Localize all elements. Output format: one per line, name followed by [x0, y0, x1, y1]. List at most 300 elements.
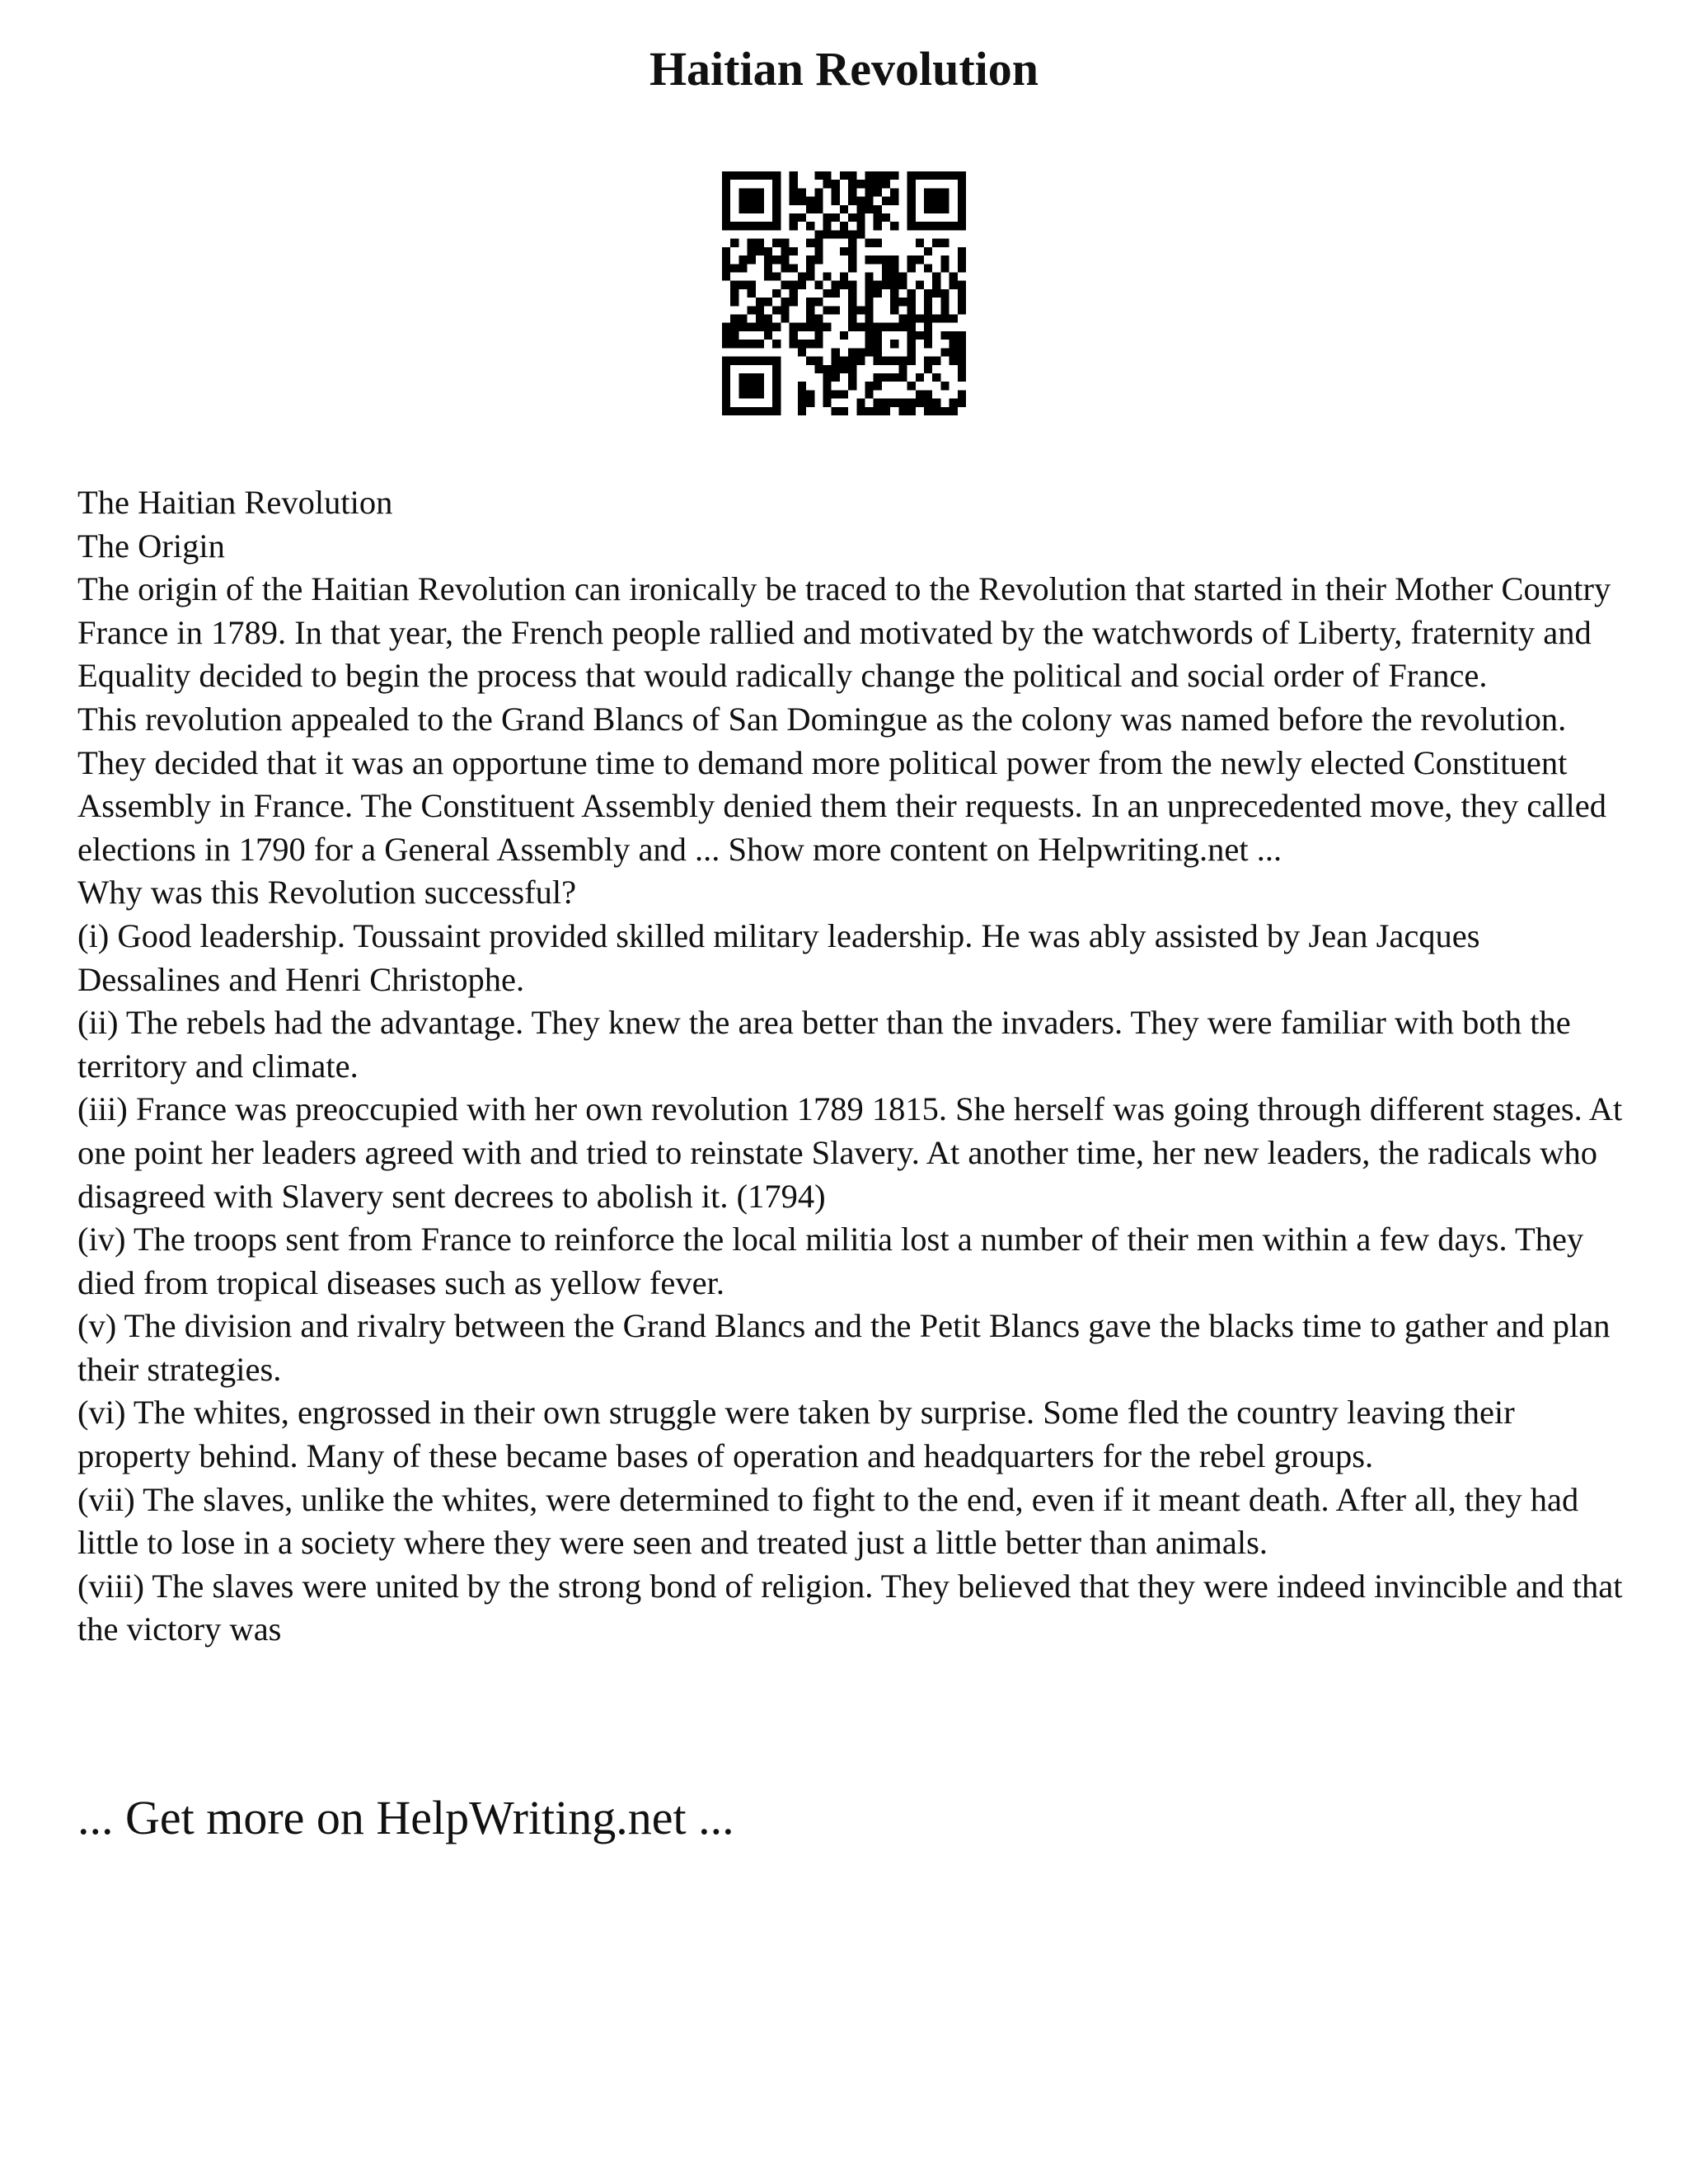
qr-module	[756, 390, 764, 398]
qr-module	[890, 298, 898, 306]
qr-module	[958, 390, 966, 398]
qr-module	[790, 222, 798, 230]
qr-module	[865, 348, 874, 356]
qr-module	[756, 373, 764, 382]
qr-module	[772, 399, 781, 407]
qr-module	[781, 247, 789, 255]
qr-module	[856, 197, 865, 205]
qr-module	[907, 213, 916, 222]
qr-module	[916, 222, 924, 230]
qr-module	[924, 340, 932, 348]
qr-module	[798, 407, 806, 415]
qr-module	[840, 247, 848, 255]
qr-module	[722, 197, 730, 205]
qr-module	[940, 239, 949, 247]
qr-module	[907, 171, 916, 180]
qr-module	[790, 247, 798, 255]
qr-module	[932, 171, 940, 180]
qr-module	[722, 357, 730, 365]
qr-module	[907, 180, 916, 188]
qr-module	[772, 180, 781, 188]
qr-module	[790, 264, 798, 272]
qr-module	[823, 222, 831, 230]
qr-module	[738, 264, 747, 272]
qr-module	[748, 340, 756, 348]
qr-module	[865, 298, 874, 306]
qr-module	[940, 331, 949, 340]
qr-module	[772, 222, 781, 230]
qr-module	[882, 197, 890, 205]
qr-module	[772, 357, 781, 365]
qr-module	[882, 264, 890, 272]
qr-module	[865, 205, 874, 213]
qr-module	[748, 289, 756, 298]
qr-module	[856, 306, 865, 314]
qr-module	[898, 399, 907, 407]
qr-module	[898, 281, 907, 289]
qr-module	[840, 171, 848, 180]
qr-module	[890, 222, 898, 230]
qr-module	[764, 171, 772, 180]
qr-module	[764, 255, 772, 264]
qr-module	[907, 382, 916, 390]
qr-module	[748, 188, 756, 196]
qr-module	[940, 382, 949, 390]
qr-module	[874, 205, 882, 213]
qr-module	[932, 272, 940, 280]
qr-module	[916, 255, 924, 264]
qr-code-icon[interactable]	[722, 171, 966, 415]
qr-module	[932, 357, 940, 365]
qr-module	[730, 222, 738, 230]
qr-module	[738, 357, 747, 365]
qr-module	[940, 222, 949, 230]
qr-module	[806, 399, 814, 407]
qr-module	[907, 340, 916, 348]
qr-module	[890, 373, 898, 382]
qr-module	[756, 188, 764, 196]
qr-module	[958, 205, 966, 213]
qr-module	[848, 180, 856, 188]
qr-module	[874, 407, 882, 415]
qr-module	[865, 281, 874, 289]
qr-module	[865, 255, 874, 264]
qr-module	[898, 407, 907, 415]
qr-module	[722, 390, 730, 398]
qr-module	[798, 382, 806, 390]
qr-module	[874, 180, 882, 188]
qr-module	[874, 348, 882, 356]
qr-module	[748, 205, 756, 213]
qr-module	[772, 390, 781, 398]
qr-module	[924, 197, 932, 205]
qr-module	[907, 255, 916, 264]
qr-module	[907, 306, 916, 314]
qr-module	[856, 213, 865, 222]
qr-module	[856, 222, 865, 230]
qr-module	[832, 306, 840, 314]
qr-module	[781, 239, 789, 247]
qr-module	[806, 197, 814, 205]
qr-module	[722, 247, 730, 255]
qr-module	[756, 315, 764, 323]
qr-module	[950, 399, 958, 407]
qr-module	[764, 264, 772, 272]
paragraph: The origin of the Haitian Revolution can ironically be traced to the Revolution that started in their Mother Country France in 1789. In that year, the French people rallied and motivated by the watchwords of Liberty, fraternity and Equality decided to begin the process that would radically change the political and social order of France.	[77, 570, 1611, 695]
qr-module	[932, 222, 940, 230]
qr-module	[882, 373, 890, 382]
qr-module	[722, 180, 730, 188]
qr-module	[823, 272, 831, 280]
qr-module	[958, 180, 966, 188]
qr-module	[748, 222, 756, 230]
qr-module	[840, 365, 848, 373]
qr-module	[730, 289, 738, 298]
qr-module	[738, 222, 747, 230]
qr-module	[798, 390, 806, 398]
qr-module	[958, 306, 966, 314]
qr-module	[814, 331, 823, 340]
qr-module	[882, 399, 890, 407]
qr-module	[916, 315, 924, 323]
qr-module	[865, 340, 874, 348]
qr-module	[806, 390, 814, 398]
qr-module	[890, 357, 898, 365]
qr-module	[730, 407, 738, 415]
section-heading-success: Why was this Revolution successful?	[77, 874, 577, 912]
qr-module	[890, 171, 898, 180]
qr-module	[932, 239, 940, 247]
qr-module	[772, 340, 781, 348]
qr-module	[907, 188, 916, 196]
qr-module	[840, 230, 848, 238]
qr-module	[764, 407, 772, 415]
qr-module	[772, 365, 781, 373]
get-more-link[interactable]: ... Get more on HelpWriting.net ...	[77, 1791, 734, 1844]
qr-module	[840, 272, 848, 280]
qr-module	[856, 180, 865, 188]
qr-module	[748, 323, 756, 331]
qr-module	[772, 323, 781, 331]
qr-module	[806, 357, 814, 365]
qr-module	[748, 306, 756, 314]
qr-module	[738, 197, 747, 205]
qr-module	[848, 289, 856, 298]
qr-module	[730, 281, 738, 289]
qr-module	[856, 407, 865, 415]
qr-module	[798, 272, 806, 280]
qr-module	[814, 281, 823, 289]
qr-module	[832, 213, 840, 222]
qr-module	[814, 239, 823, 247]
qr-module	[772, 205, 781, 213]
qr-module	[874, 373, 882, 382]
qr-module	[950, 331, 958, 340]
qr-module	[907, 264, 916, 272]
qr-module	[823, 399, 831, 407]
qr-module	[730, 315, 738, 323]
qr-module	[823, 382, 831, 390]
qr-module	[890, 289, 898, 298]
qr-module	[848, 188, 856, 196]
qr-module	[950, 407, 958, 415]
qr-module	[916, 331, 924, 340]
qr-module	[865, 315, 874, 323]
qr-module	[958, 281, 966, 289]
qr-module	[823, 323, 831, 331]
qr-module	[940, 315, 949, 323]
list-item: (i) Good leadership. Toussaint provided skilled military leadership. He was ably assisted by Jean Jacques Dessalines and Henri Christophe.	[77, 916, 1480, 998]
qr-module	[924, 188, 932, 196]
qr-module	[730, 264, 738, 272]
qr-module	[940, 407, 949, 415]
qr-module	[738, 315, 747, 323]
qr-module	[840, 331, 848, 340]
qr-module	[722, 331, 730, 340]
qr-module	[722, 382, 730, 390]
qr-module	[798, 348, 806, 356]
qr-module	[916, 399, 924, 407]
qr-module	[772, 255, 781, 264]
qr-module	[806, 272, 814, 280]
qr-module	[874, 281, 882, 289]
qr-module	[924, 390, 932, 398]
qr-module	[958, 188, 966, 196]
qr-module	[865, 323, 874, 331]
qr-module	[756, 222, 764, 230]
qr-module	[924, 323, 932, 331]
qr-module	[748, 247, 756, 255]
qr-module	[722, 272, 730, 280]
qr-module	[958, 289, 966, 298]
qr-module	[932, 289, 940, 298]
qr-module	[781, 306, 789, 314]
qr-module	[790, 213, 798, 222]
qr-module	[756, 340, 764, 348]
qr-module	[790, 281, 798, 289]
qr-module	[958, 365, 966, 373]
qr-module	[722, 255, 730, 264]
qr-module	[814, 323, 823, 331]
qr-module	[832, 289, 840, 298]
qr-module	[865, 272, 874, 280]
qr-module	[823, 306, 831, 314]
qr-module	[940, 348, 949, 356]
qr-module	[814, 340, 823, 348]
qr-module	[756, 205, 764, 213]
qr-module	[772, 272, 781, 280]
qr-module	[798, 197, 806, 205]
qr-module	[781, 315, 789, 323]
qr-module	[907, 222, 916, 230]
list-item: (vii) The slaves, unlike the whites, were determined to fight to the end, even if it meant death. After all, they had little to lose in a society where they were seen and treated just a little better than animals.	[77, 1480, 1579, 1562]
qr-module	[950, 281, 958, 289]
qr-module	[856, 348, 865, 356]
qr-module	[814, 171, 823, 180]
qr-module	[848, 348, 856, 356]
qr-module	[748, 281, 756, 289]
qr-module	[756, 357, 764, 365]
qr-module	[806, 264, 814, 272]
qr-module	[790, 197, 798, 205]
qr-module	[916, 239, 924, 247]
qr-module	[865, 171, 874, 180]
qr-module	[958, 213, 966, 222]
qr-module	[958, 171, 966, 180]
qr-module	[748, 239, 756, 247]
qr-module	[798, 281, 806, 289]
qr-module	[748, 255, 756, 264]
qr-module	[772, 373, 781, 382]
qr-module	[882, 407, 890, 415]
qr-module	[790, 289, 798, 298]
qr-module	[832, 281, 840, 289]
qr-module	[748, 390, 756, 398]
qr-module	[874, 331, 882, 340]
qr-module	[856, 357, 865, 365]
qr-module	[756, 323, 764, 331]
qr-module	[772, 213, 781, 222]
qr-module	[932, 373, 940, 382]
qr-module	[848, 264, 856, 272]
qr-module	[748, 407, 756, 415]
qr-module	[856, 205, 865, 213]
qr-module	[890, 197, 898, 205]
qr-module	[790, 298, 798, 306]
qr-module	[848, 323, 856, 331]
qr-module	[950, 340, 958, 348]
qr-module	[748, 197, 756, 205]
qr-module	[730, 171, 738, 180]
qr-module	[764, 298, 772, 306]
qr-module	[756, 382, 764, 390]
qr-module	[748, 357, 756, 365]
qr-module	[832, 357, 840, 365]
qr-module	[832, 373, 840, 382]
qr-module	[722, 365, 730, 373]
qr-module	[907, 205, 916, 213]
qr-module	[950, 315, 958, 323]
qr-module	[781, 298, 789, 306]
qr-module	[950, 348, 958, 356]
qr-module	[738, 323, 747, 331]
qr-module	[865, 188, 874, 196]
qr-module	[823, 390, 831, 398]
qr-module	[814, 365, 823, 373]
qr-module	[874, 382, 882, 390]
qr-module	[806, 298, 814, 306]
qr-module	[756, 171, 764, 180]
qr-module	[940, 188, 949, 196]
qr-module	[848, 306, 856, 314]
qr-module	[882, 255, 890, 264]
qr-module	[890, 255, 898, 264]
qr-module	[940, 289, 949, 298]
qr-module	[958, 222, 966, 230]
qr-module	[814, 315, 823, 323]
qr-module	[848, 230, 856, 238]
list-item: (ii) The rebels had the advantage. They knew the area better than the invaders. They were familiar with both the territory and climate.	[77, 1004, 1571, 1085]
qr-module	[798, 340, 806, 348]
list-item: (vi) The whites, engrossed in their own struggle were taken by surprise. Some fled the country leaving their property behind. Many of these became bases of operation and headquarters for the rebel groups.	[77, 1394, 1515, 1475]
qr-module	[848, 197, 856, 205]
qr-module	[798, 213, 806, 222]
qr-module	[722, 222, 730, 230]
qr-module	[916, 171, 924, 180]
qr-module	[806, 222, 814, 230]
qr-module	[764, 315, 772, 323]
list-item: (v) The division and rivalry between the Grand Blancs and the Petit Blancs gave the blacks time to gather and plan their strategies.	[77, 1307, 1611, 1388]
qr-module	[738, 281, 747, 289]
qr-module	[940, 255, 949, 264]
qr-module	[748, 382, 756, 390]
qr-module	[924, 171, 932, 180]
qr-module	[907, 399, 916, 407]
qr-module	[722, 340, 730, 348]
qr-module	[958, 331, 966, 340]
qr-module	[738, 255, 747, 264]
qr-module	[848, 373, 856, 382]
qr-module	[772, 382, 781, 390]
qr-module	[865, 289, 874, 298]
qr-module	[764, 222, 772, 230]
qr-module	[790, 171, 798, 180]
qr-module	[814, 197, 823, 205]
qr-module	[874, 357, 882, 365]
qr-module	[932, 188, 940, 196]
qr-module	[814, 298, 823, 306]
qr-module	[772, 407, 781, 415]
qr-module	[848, 357, 856, 365]
qr-module	[950, 222, 958, 230]
qr-module	[823, 373, 831, 382]
qr-module	[722, 171, 730, 180]
qr-module	[924, 399, 932, 407]
qr-module	[772, 171, 781, 180]
qr-module	[722, 323, 730, 331]
qr-module	[865, 197, 874, 205]
qr-module	[874, 213, 882, 222]
qr-module	[764, 247, 772, 255]
qr-module	[806, 239, 814, 247]
qr-module	[738, 188, 747, 196]
qr-module	[840, 281, 848, 289]
qr-module	[874, 399, 882, 407]
qr-module	[940, 298, 949, 306]
qr-module	[898, 323, 907, 331]
qr-module	[907, 315, 916, 323]
qr-module	[738, 390, 747, 398]
qr-module	[738, 171, 747, 180]
qr-module	[932, 407, 940, 415]
qr-module	[848, 315, 856, 323]
qr-module	[798, 399, 806, 407]
qr-module	[865, 390, 874, 398]
qr-module	[874, 188, 882, 196]
qr-module	[898, 315, 907, 323]
page-title: Haitian Revolution	[649, 42, 1039, 96]
qr-module	[730, 331, 738, 340]
qr-module	[907, 289, 916, 298]
qr-module	[856, 399, 865, 407]
qr-module	[882, 213, 890, 222]
qr-module	[722, 407, 730, 415]
qr-module	[730, 323, 738, 331]
qr-module	[907, 357, 916, 365]
list-item: (viii) The slaves were united by the strong bond of religion. They believed that they were indeed invincible and that the victory was	[77, 1567, 1623, 1648]
qr-module	[924, 247, 932, 255]
qr-module	[940, 205, 949, 213]
